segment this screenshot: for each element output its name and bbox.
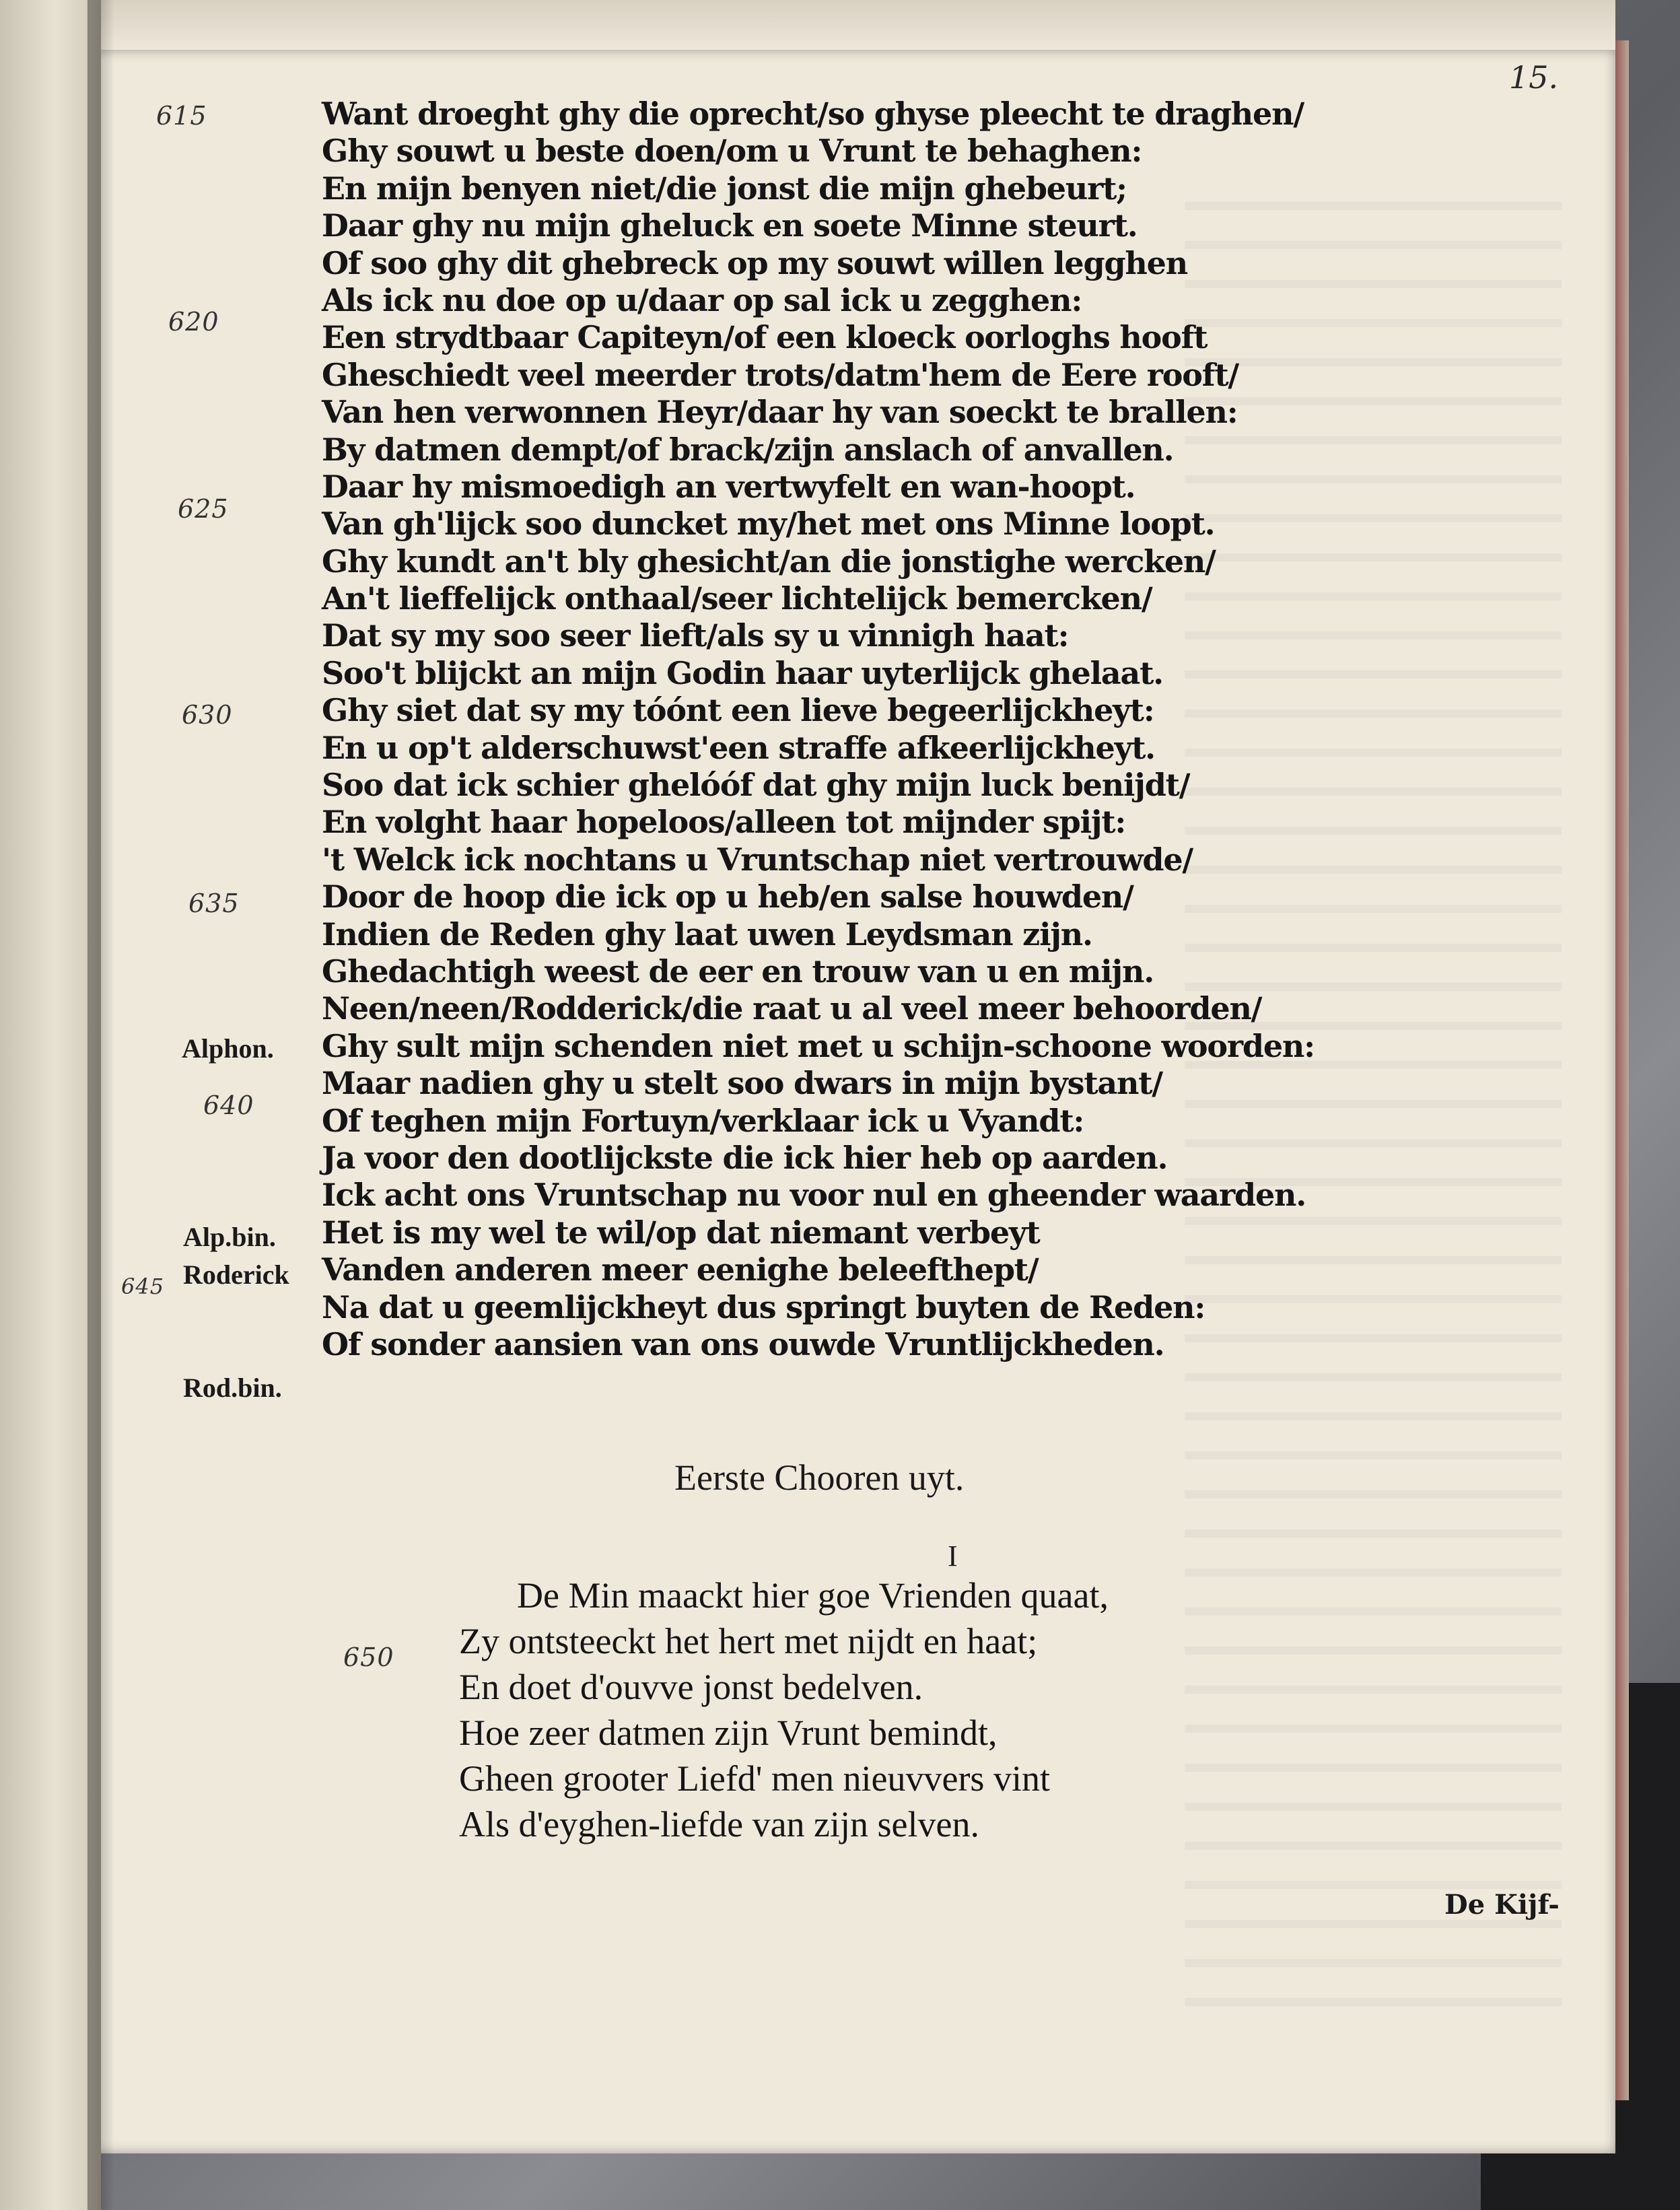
verse-line: Ghy siet dat sy my tóónt een lieve begeerlijckheyt: xyxy=(322,692,1154,729)
verse-line: Na dat u geemlijckheyt dus springt buyten de Reden: xyxy=(322,1288,1205,1325)
margin-line-number: 630 xyxy=(182,700,233,730)
verse-line: Daar ghy nu mijn gheluck en soete Minne steurt. xyxy=(322,207,1138,244)
chorus-line: De Min maackt hier goe Vrienden quaat, xyxy=(517,1575,1109,1616)
verse-line: 't Welck ick nochtans u Vruntschap niet vertrouwde/ xyxy=(322,841,1193,878)
verse-line: Ghedachtigh weest de eer en trouw van u en mijn. xyxy=(322,953,1154,990)
stanza-number: I xyxy=(948,1540,958,1573)
chorus-line: Gheen grooter Liefd' men nieuvvers vint xyxy=(459,1758,1050,1799)
verse-line: An't lieffelijck onthaal/seer lichtelijck bemercken/ xyxy=(322,580,1152,617)
verse-line: Door de hoop die ick op u heb/en salse houwden/ xyxy=(322,878,1133,916)
verse-line: Ghy sult mijn schenden niet met u schijn-schoone woorden: xyxy=(322,1027,1315,1064)
verse-line: Dat sy my soo seer lieft/als sy u vinnigh haat: xyxy=(322,617,1069,654)
verse-line: Van hen verwonnen Heyr/daar hy van soeckt te brallen: xyxy=(322,394,1238,431)
verse-line: Ghy kundt an't bly ghesicht/an die jonstighe wercken/ xyxy=(322,543,1216,580)
verse-line: En mijn benyen niet/die jonst die mijn ghebeurt; xyxy=(322,170,1127,207)
margin-line-number: 635 xyxy=(188,889,240,918)
verse-line: Want droeght ghy die oprecht/so ghyse pleecht te draghen/ xyxy=(322,96,1304,132)
verse-line: By datmen dempt/of brack/zijn anslach of anvallen. xyxy=(322,431,1174,468)
margin-line-number: 650 xyxy=(343,1643,394,1672)
verse-line: Of teghen mijn Fortuyn/verklaar ick u Vyandt: xyxy=(322,1102,1084,1139)
margin-line-number: 645 xyxy=(121,1274,165,1299)
verse-line: Het is my wel te wil/op dat niemant verbeyt xyxy=(322,1214,1040,1251)
gutter-shadow xyxy=(88,0,114,2210)
speaker-tag-rod-bin: Rod.bin. xyxy=(183,1373,282,1403)
verse-line: Daar hy mismoedigh an vertwyfelt en wan-hoopt. xyxy=(322,468,1135,505)
speaker-tag-roderick: Roderick xyxy=(183,1259,289,1290)
left-page-edge xyxy=(0,0,101,2210)
verse-block xyxy=(322,96,1412,1363)
verse-line: En volght haar hopeloos/alleen tot mijnder spijt: xyxy=(322,804,1126,841)
margin-line-number: 615 xyxy=(156,101,207,131)
verse-line: Als ick nu doe op u/daar op sal ick u zegghen: xyxy=(322,281,1082,318)
chorus-line: Hoe zeer datmen zijn Vrunt bemindt, xyxy=(459,1713,998,1753)
verse-line: Soo't blijckt an mijn Godin haar uyterlijck ghelaat. xyxy=(322,654,1163,691)
chorus-stanza xyxy=(459,1573,1334,1847)
page-top-edge xyxy=(47,0,1615,54)
speaker-tag-alp-bin: Alp.bin. xyxy=(183,1222,276,1252)
verse-line: Gheschiedt veel meerder trots/datm'hem de Eere rooft/ xyxy=(322,356,1238,393)
catchword: De Kijf- xyxy=(1444,1889,1560,1921)
verse-line: Maar nadien ghy u stelt soo dwars in mijn bystant/ xyxy=(322,1065,1162,1102)
verse-line: Van gh'lijck soo duncket my/het met ons Minne loopt. xyxy=(322,506,1215,543)
verse-line: Ghy souwt u beste doen/om u Vrunt te behaghen: xyxy=(322,133,1142,170)
verse-line: Soo dat ick schier ghelóóf dat ghy mijn luck benijdt/ xyxy=(322,767,1190,804)
verse-line: Of soo ghy dit ghebreck op my souwt willen legghen xyxy=(322,244,1187,281)
chorus-line: Zy ontsteeckt het hert met nijdt en haat; xyxy=(459,1621,1038,1661)
verse-line: Ja voor den dootlijckste die ick hier heb op aarden. xyxy=(322,1139,1168,1176)
verse-line: Of sonder aansien van ons ouwde Vruntlijckheden. xyxy=(322,1325,1164,1362)
margin-line-number: 625 xyxy=(178,494,229,524)
verse-line: Neen/neen/Rodderick/die raat u al veel meer behoorden/ xyxy=(322,990,1262,1027)
speaker-tag-alphon: Alphon. xyxy=(182,1033,274,1064)
margin-line-number: 640 xyxy=(203,1091,254,1120)
chorus-line: En doet d'ouvve jonst bedelven. xyxy=(459,1667,923,1707)
folio-number: 15. xyxy=(1509,59,1559,96)
verse-line: Indien de Reden ghy laat uwen Leydsman zijn. xyxy=(322,916,1092,953)
verse-line: Ick acht ons Vruntschap nu voor nul en gheender waarden. xyxy=(322,1177,1306,1214)
chorus-line: Als d'eyghen-liefde van zijn selven. xyxy=(459,1804,979,1844)
chorus-heading: Eerste Chooren uyt. xyxy=(674,1457,965,1498)
margin-line-number: 620 xyxy=(168,307,219,337)
verse-line: Vanden anderen meer eenighe beleefthept/ xyxy=(322,1251,1039,1288)
verse-line: En u op't alderschuwst'een straffe afkeerlijckheyt. xyxy=(322,729,1155,766)
verse-line: Een strydtbaar Capiteyn/of een kloeck oorloghs hooft xyxy=(322,319,1208,356)
